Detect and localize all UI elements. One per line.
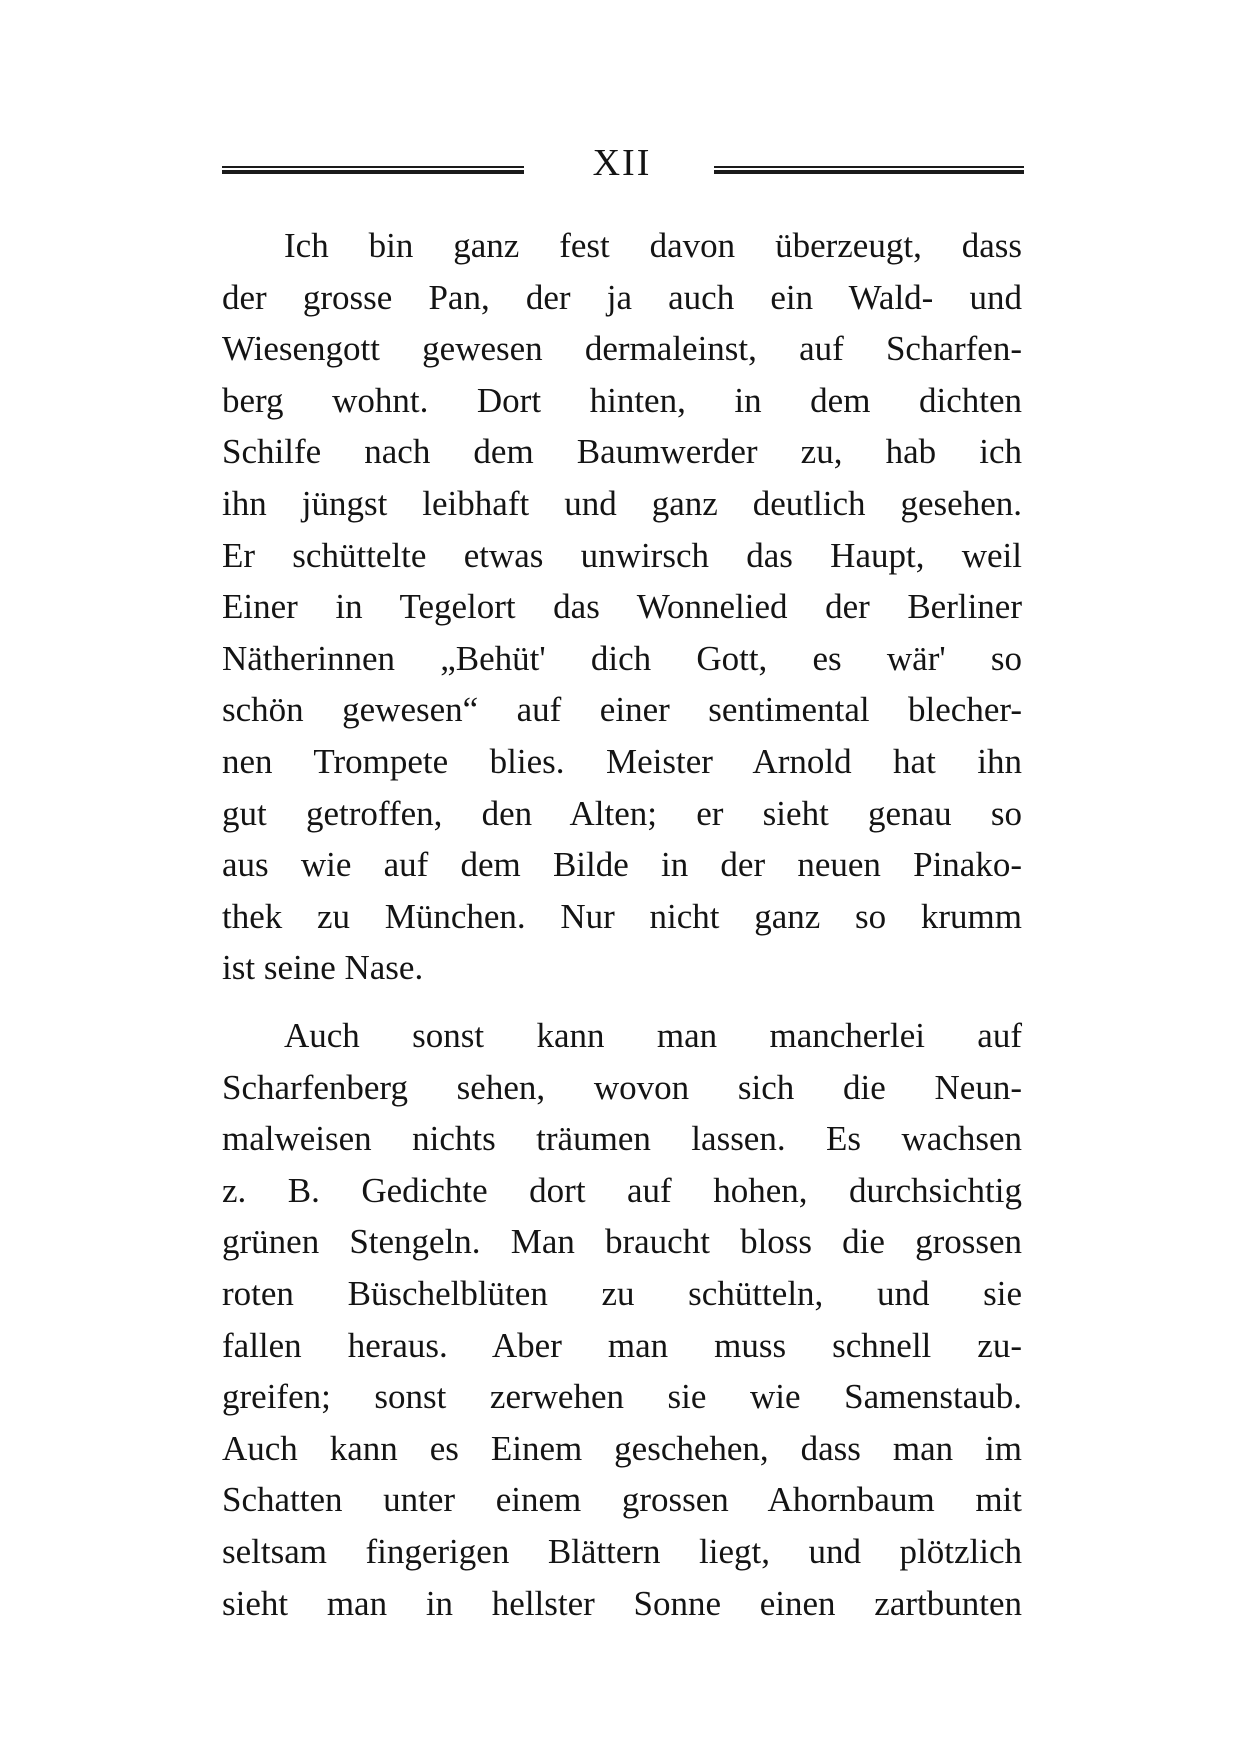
- text-line: greifen; sonst zerwehen sie wie Samenstaub.: [222, 1377, 1022, 1417]
- text-line: Wiesengott gewesen dermaleinst, auf Scharfen-: [222, 329, 1022, 369]
- text-line: Einer in Tegelort das Wonnelied der Berliner: [222, 587, 1022, 627]
- text-line: Schilfe nach dem Baumwerder zu, hab ich: [222, 432, 1022, 472]
- text-line: grünen Stengeln. Man braucht bloss die grossen: [222, 1222, 1022, 1262]
- text-line: Nätherinnen „Behüt' dich Gott, es wär' so: [222, 638, 1022, 678]
- text-line: fallen heraus. Aber man muss schnell zu-: [222, 1325, 1022, 1365]
- text-line: Auch sonst kann man mancherlei auf: [284, 1016, 1022, 1055]
- text-line: Scharfenberg sehen, wovon sich die Neun-: [222, 1067, 1022, 1107]
- header-rule-left: [222, 166, 524, 174]
- text-line: Schatten unter einem grossen Ahornbaum mit: [222, 1480, 1022, 1520]
- text-line: aus wie auf dem Bilde in der neuen Pinako-: [222, 845, 1022, 885]
- text-line: seltsam fingerigen Blättern liegt, und plötzlich: [222, 1531, 1022, 1571]
- text-line: der grosse Pan, der ja auch ein Wald- und: [222, 277, 1022, 317]
- text-line: z. B. Gedichte dort auf hohen, durchsichtig: [222, 1170, 1022, 1210]
- text-line: schön gewesen“ auf einer sentimental blecher-: [222, 690, 1022, 730]
- text-line: nen Trompete blies. Meister Arnold hat ihn: [222, 741, 1022, 781]
- page-header: [222, 138, 1024, 188]
- text-line: ihn jüngst leibhaft und ganz deutlich gesehen.: [222, 483, 1022, 523]
- text-line: malweisen nichts träumen lassen. Es wachsen: [222, 1119, 1022, 1159]
- text-line: Er schüttelte etwas unwirsch das Haupt, weil: [222, 535, 1022, 575]
- paragraph-1: [222, 220, 1022, 994]
- text-line: gut getroffen, den Alten; er sieht genau so: [222, 793, 1022, 833]
- text-line: thek zu München. Nur nicht ganz so krumm: [222, 896, 1022, 936]
- text-line: Auch kann es Einem geschehen, dass man im: [222, 1428, 1022, 1468]
- text-line: berg wohnt. Dort hinten, in dem dichten: [222, 380, 1022, 420]
- page-number: XII: [592, 142, 652, 184]
- text-line: roten Büschelblüten zu schütteln, und sie: [222, 1273, 1022, 1313]
- text-line: ist seine Nase.: [222, 948, 424, 988]
- text-line: Ich bin ganz fest davon überzeugt, dass: [284, 226, 1022, 265]
- paragraph-2: [222, 1010, 1022, 1629]
- header-rule-right: [714, 166, 1024, 174]
- text-line: sieht man in hellster Sonne einen zartbunten: [222, 1583, 1022, 1623]
